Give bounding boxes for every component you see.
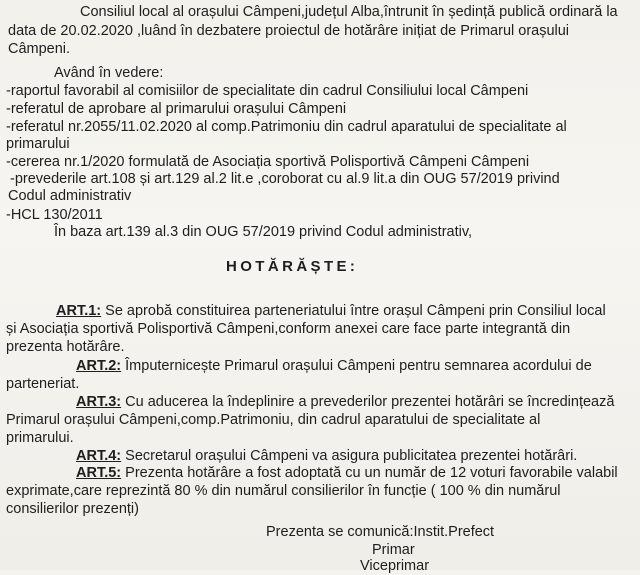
communicated-to: Prezenta se comunică:Instit.Prefect	[266, 524, 495, 540]
considering-item-3: -referatul nr.2055/11.02.2020 al comp.Patrimoniu din cadrul aparatului de specialitate al	[6, 119, 567, 135]
article-2-text-1: Împuternicește Primarul orașului Câmpeni pentru semnarea acordului de	[125, 358, 592, 374]
mayor-label: Primar	[372, 542, 415, 558]
considering-item-1: -raportul favorabil al comisiilor de specialitate din cadrul Consiliului local Câmpeni	[6, 83, 529, 99]
considering-item-4: primarului	[6, 136, 70, 152]
article-5-line-2: exprimate,care reprezintă 80 % din numărul consilierilor în funcție ( 100 % din numărul	[6, 483, 561, 499]
article-1-line-1	[56, 302, 606, 320]
article-3-line-3: primarului.	[6, 430, 74, 446]
decision-heading: HOTĂRĂȘTE:	[226, 258, 359, 275]
article-1-text-1: Se aprobă constituirea parteneriatului între orașul Câmpeni prin Consiliul local	[105, 303, 606, 319]
considering-item-6: -prevederile art.108 și art.129 al.2 lit.e ,coroborat cu al.9 lit.a din OUG 57/2019 privind	[10, 171, 560, 187]
article-3-line-1	[76, 393, 614, 411]
intro-line-2: data de 20.02.2020 ,luând în dezbatere proiectul de hotărâre inițiat de Primarul orașului	[8, 23, 570, 39]
article-2-line-1	[76, 357, 592, 375]
article-4-line-1	[76, 447, 577, 465]
article-5-line-3: consilierilor prezenți)	[6, 501, 139, 517]
considering-item-2: -referatul de aprobare al primarului orașului Câmpeni	[6, 101, 347, 117]
article-1-line-2: și Asociația sportivă Polisportivă Câmpeni,conform anexei care face parte integrantă din	[6, 321, 571, 337]
article-1-line-3: prezenta hotărâre.	[6, 339, 125, 355]
considering-item-8: -HCL 130/2011	[6, 207, 103, 223]
article-4-text-1: Secretarul orașului Câmpeni va asigura publicitatea prezentei hotărâri.	[125, 448, 578, 464]
intro-line-3: Câmpeni.	[8, 41, 71, 57]
intro-line-1: Consiliul local al orașului Câmpeni,județul Alba,întrunit în ședință publică ordinară la	[80, 4, 618, 20]
article-5-line-1	[76, 464, 618, 482]
considering-item-5: -cererea nr.1/2020 formulată de Asociația sportivă Polisportivă Câmpeni Câmpeni	[6, 154, 530, 170]
article-3-line-2: Primarul orașului Câmpeni,comp.Patrimoniu, din cadrul aparatului de specialitate al	[6, 412, 541, 428]
article-5-text-1: Prezenta hotărâre a fost adoptată cu un număr de 12 voturi favorabile valabil	[125, 465, 618, 481]
legal-basis: În baza art.139 al.3 din OUG 57/2019 privind Codul administrativ,	[54, 224, 473, 240]
article-1-label: ART.1:	[56, 303, 102, 319]
article-5-label: ART.5:	[76, 465, 122, 481]
considering-title: Având în vedere:	[54, 65, 164, 81]
considering-item-7: Codul administrativ	[8, 188, 132, 204]
article-3-label: ART.3:	[76, 394, 122, 410]
article-4-label: ART.4:	[76, 448, 122, 464]
article-2-label: ART.2:	[76, 358, 122, 374]
vicemayor-label: Viceprimar	[360, 558, 430, 574]
article-3-text-1: Cu aducerea la îndeplinire a prevederilor prezentei hotărâri se încredințează	[125, 394, 615, 410]
article-2-line-2: parteneriat.	[6, 376, 80, 392]
